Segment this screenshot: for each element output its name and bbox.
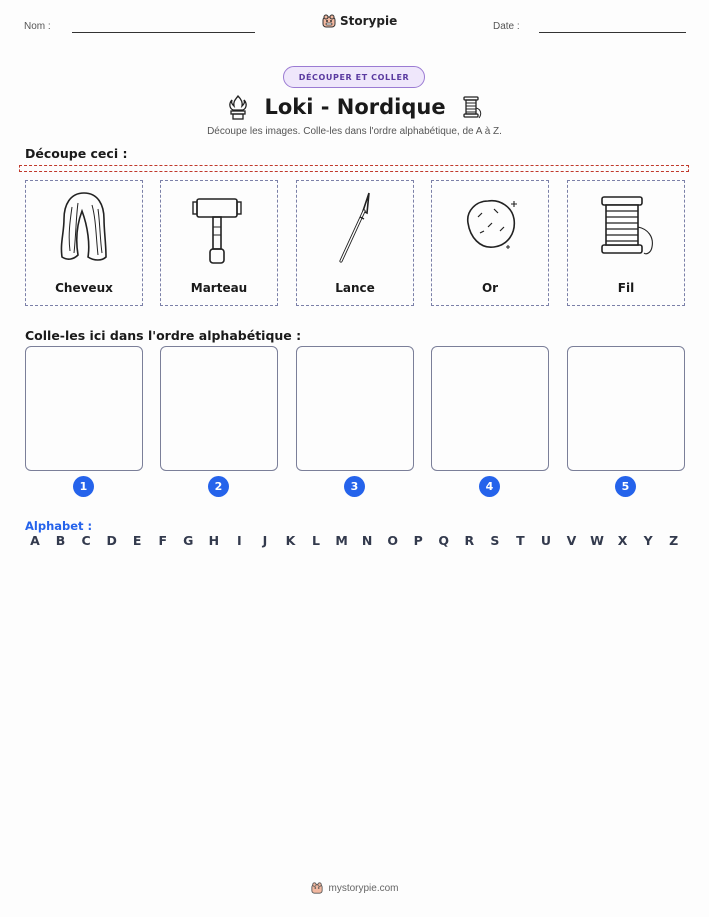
alphabet-letter: B bbox=[55, 533, 66, 548]
alphabet-letter: J bbox=[262, 533, 268, 548]
thread-spool-icon bbox=[590, 187, 662, 273]
number-badge-2: 2 bbox=[208, 476, 229, 497]
title-text: Loki - Nordique bbox=[264, 95, 446, 119]
alphabet-letter: E bbox=[132, 533, 142, 548]
alphabet-letter: T bbox=[516, 533, 525, 548]
activity-type-badge: DÉCOUPER ET COLLER bbox=[283, 66, 425, 88]
cut-card-or bbox=[431, 180, 549, 306]
alphabet-letter: H bbox=[208, 533, 220, 548]
alphabet-letter: K bbox=[285, 533, 296, 548]
gold-nugget-icon bbox=[454, 187, 526, 273]
alphabet-letter: V bbox=[566, 533, 577, 548]
number-badge-5: 5 bbox=[615, 476, 636, 497]
card-label: Lance bbox=[335, 281, 375, 295]
paste-box-3 bbox=[296, 346, 414, 471]
alphabet-title: Alphabet : bbox=[25, 519, 93, 533]
storypie-logo-icon bbox=[322, 14, 336, 28]
cut-card-lance bbox=[296, 180, 414, 306]
card-label: Marteau bbox=[190, 281, 248, 295]
hammer-icon bbox=[183, 187, 255, 273]
card-label: Or bbox=[481, 281, 499, 295]
alphabet-letter: Z bbox=[669, 533, 679, 548]
alphabet-letter: G bbox=[183, 533, 194, 548]
alphabet-letter: M bbox=[335, 533, 348, 548]
alphabet-letter: I bbox=[237, 533, 242, 548]
thread-spool-icon bbox=[460, 94, 484, 120]
spear-icon bbox=[319, 187, 391, 273]
alphabet-letter: S bbox=[490, 533, 500, 548]
alphabet-letter: X bbox=[617, 533, 628, 548]
alphabet-letter: N bbox=[361, 533, 373, 548]
hair-icon bbox=[48, 187, 120, 273]
paste-box-4 bbox=[431, 346, 549, 471]
cut-card-marteau bbox=[160, 180, 278, 306]
card-label: Fil bbox=[617, 281, 635, 295]
storypie-logo-icon bbox=[311, 882, 323, 894]
cut-dashed-line bbox=[19, 165, 689, 172]
alphabet-letter: P bbox=[413, 533, 423, 548]
alphabet-letter: D bbox=[106, 533, 117, 548]
alphabet-letter: R bbox=[464, 533, 475, 548]
alphabet-row bbox=[26, 533, 683, 551]
alphabet-letter: W bbox=[590, 533, 604, 548]
number-badge-4: 4 bbox=[479, 476, 500, 497]
brand-name: Storypie bbox=[340, 14, 398, 28]
fire-altar-icon bbox=[226, 94, 250, 120]
alphabet-letter: U bbox=[540, 533, 552, 548]
number-badge-3: 3 bbox=[344, 476, 365, 497]
paste-box-2 bbox=[160, 346, 278, 471]
name-label: Nom : bbox=[24, 21, 51, 32]
alphabet-letter: F bbox=[158, 533, 167, 548]
date-line bbox=[539, 32, 686, 33]
alphabet-letter: A bbox=[30, 533, 40, 548]
cut-section-title: Découpe ceci : bbox=[25, 146, 128, 161]
instructions: Découpe les images. Colle-les dans l'ordre alphabétique, de A à Z. bbox=[207, 126, 502, 137]
brand-logo bbox=[322, 14, 397, 28]
paste-section-title: Colle-les ici dans l'ordre alphabétique : bbox=[25, 328, 302, 343]
number-badge-1: 1 bbox=[73, 476, 94, 497]
alphabet-letter: C bbox=[81, 533, 91, 548]
cut-card-fil bbox=[567, 180, 685, 306]
paste-box-5 bbox=[567, 346, 685, 471]
alphabet-letter: L bbox=[312, 533, 320, 548]
card-label: Cheveux bbox=[55, 281, 113, 295]
paste-box-1 bbox=[25, 346, 143, 471]
alphabet-letter: Y bbox=[643, 533, 653, 548]
footer-url: mystorypie.com bbox=[328, 882, 399, 894]
date-label: Date : bbox=[493, 21, 520, 32]
name-line bbox=[72, 32, 255, 33]
cut-card-cheveux bbox=[25, 180, 143, 306]
alphabet-letter: Q bbox=[438, 533, 450, 548]
alphabet-letter: O bbox=[387, 533, 398, 548]
footer bbox=[300, 880, 410, 896]
page-title bbox=[220, 92, 490, 122]
